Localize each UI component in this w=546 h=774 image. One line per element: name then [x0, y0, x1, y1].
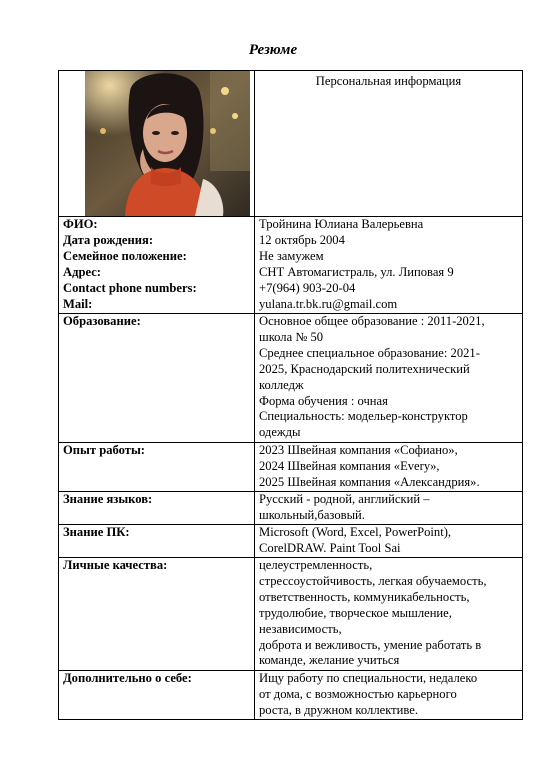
value-phone: +7(964) 903-20-04 — [259, 280, 356, 295]
education-label: Образование: — [59, 314, 255, 443]
extra-label: Дополнительно о себе: — [59, 671, 255, 720]
profile-photo — [85, 71, 250, 216]
work-label: Опыт работы: — [59, 443, 255, 492]
education-row — [59, 314, 523, 443]
education-line: Специальность: модельер-конструктор — [259, 409, 468, 424]
qualities-line: трудолюбие, творческое мышление, — [259, 605, 452, 620]
value-address: СНТ Автомагистраль, ул. Липовая 9 — [259, 264, 454, 279]
value-marital-status: Не замужем — [259, 248, 324, 263]
label-birthdate: Дата рождения: — [63, 232, 154, 247]
education-line: колледж — [259, 377, 304, 392]
languages-row — [59, 492, 523, 525]
education-line: Среднее специальное образование: 2021- — [259, 345, 480, 360]
label-phone: Contact phone numbers: — [63, 280, 197, 295]
qualities-line: целеустремленность, — [259, 558, 373, 572]
work-line: 2025 Швейная компания «Александрия». — [259, 474, 480, 489]
pc-label: Знание ПК: — [59, 525, 255, 558]
label-mail: Mail: — [63, 296, 93, 311]
pc-line: Microsoft (Word, Excel, PowerPoint), — [259, 525, 452, 539]
value-fio: Тройнина Юлиана Валерьевна — [259, 217, 424, 231]
qualities-line: стрессоустойчивость, легкая обучаемость, — [259, 573, 487, 588]
resume-table — [58, 70, 523, 720]
work-line: 2024 Швейная компания «Every», — [259, 458, 440, 473]
personal-values — [255, 217, 523, 314]
personal-qualities-row — [59, 558, 523, 671]
qualities-line: ответственность, коммуникабельность, — [259, 589, 470, 604]
qualities-value — [255, 558, 523, 671]
work-line: 2023 Швейная компания «Софиано», — [259, 443, 458, 457]
languages-line: Русский - родной, английский – — [259, 492, 430, 506]
languages-label: Знание языков: — [59, 492, 255, 525]
value-birthdate: 12 октябрь 2004 — [259, 232, 345, 247]
work-value — [255, 443, 523, 492]
languages-value — [255, 492, 523, 525]
work-experience-row — [59, 443, 523, 492]
personal-labels — [59, 217, 255, 314]
qualities-label: Личные качества: — [59, 558, 255, 671]
additional-info-row — [59, 671, 523, 720]
qualities-line: доброта и вежливость, умение работать в — [259, 637, 482, 652]
extra-line: Ищу работу по специальности, недалеко — [259, 671, 478, 685]
photo-cell — [59, 71, 255, 217]
education-line: школа № 50 — [259, 329, 324, 344]
value-mail: yulana.tr.bk.ru@gmail.com — [259, 296, 398, 311]
qualities-line: независимость, — [259, 621, 342, 636]
label-address: Адрес: — [63, 264, 101, 279]
pc-line: CorelDRAW. Paint Tool Sai — [259, 540, 401, 555]
extra-value — [255, 671, 523, 720]
extra-line: от дома, с возможностью карьерного — [259, 686, 457, 701]
education-line: одежды — [259, 425, 301, 440]
label-fio: ФИО: — [63, 217, 98, 231]
pc-value — [255, 525, 523, 558]
label-marital-status: Семейное положение: — [63, 248, 187, 263]
photo-row — [59, 71, 523, 217]
qualities-line: команде, желание учиться — [259, 653, 400, 668]
education-line: 2025, Краснодарский политехнический — [259, 361, 470, 376]
section-header: Персональная информация — [255, 71, 523, 217]
education-line: Основное общее образование : 2011-2021, — [259, 314, 485, 328]
extra-line: роста, в дружном коллективе. — [259, 702, 418, 717]
personal-info-row — [59, 217, 523, 314]
pc-skills-row — [59, 525, 523, 558]
education-line: Форма обучения : очная — [259, 393, 388, 408]
languages-line: школьный,базовый. — [259, 507, 365, 522]
page-title: Резюме — [248, 42, 298, 58]
education-value — [255, 314, 523, 443]
